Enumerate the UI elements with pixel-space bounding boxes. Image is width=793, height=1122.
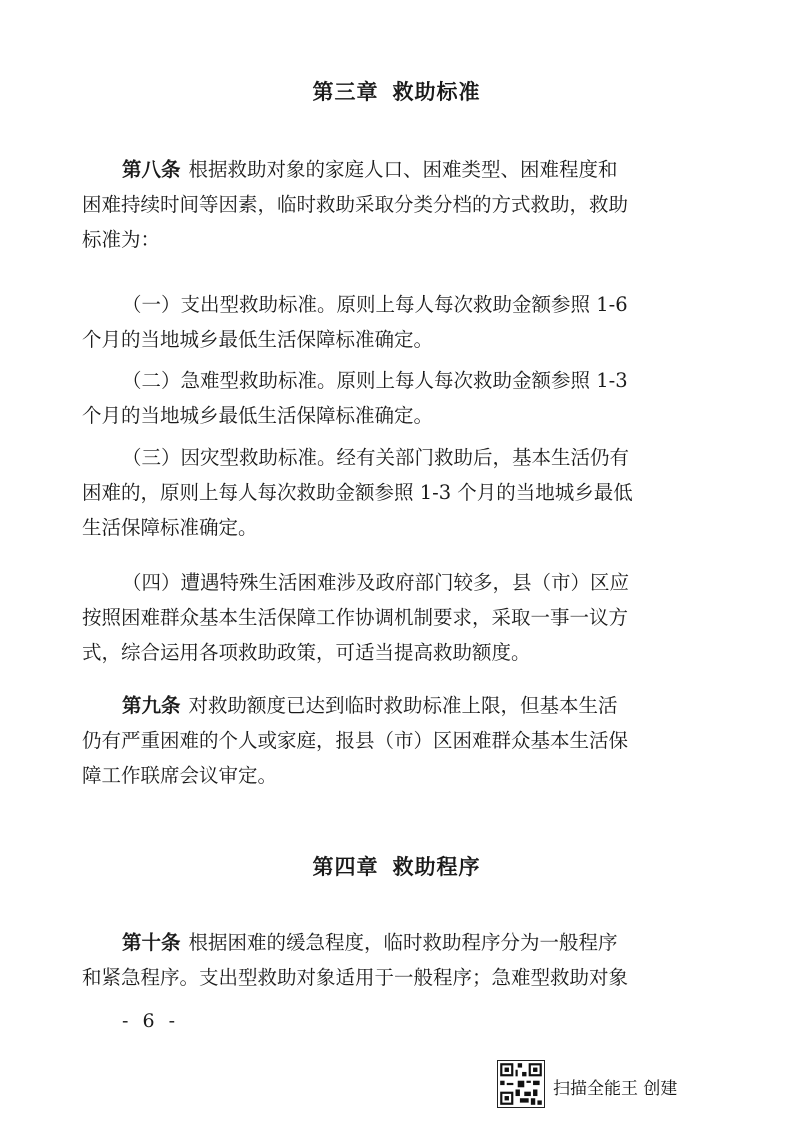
article-8-lead: 第八条 <box>122 158 181 181</box>
item-3-line-2: 困难的，原则上每人每次救助金额参照 1-3 个月的当地城乡最低 <box>82 481 633 504</box>
chapter-4-title: 救助程序 <box>392 855 481 879</box>
item-3-line-3: 生活保障标准确定。 <box>82 516 258 539</box>
item-4-line-3: 式，综合运用各项救助政策，可适当提高救助额度。 <box>82 641 531 664</box>
scanner-watermark <box>497 1060 717 1112</box>
qr-code-icon <box>497 1060 545 1108</box>
article-8-line-2: 困难持续时间等因素，临时救助采取分类分档的方式救助，救助 <box>82 193 629 216</box>
scanner-watermark-text: 扫描全能王 创建 <box>553 1079 678 1099</box>
chapter-3-title: 救助标准 <box>392 80 481 104</box>
article-10 <box>82 925 700 995</box>
article-10-line-2: 和紧急程序。支出型救助对象适用于一般程序；急难型救助对象 <box>82 966 629 989</box>
article-9-line-2: 仍有严重困难的个人或家庭，报县（市）区困难群众基本生活保 <box>82 729 629 752</box>
item-2-line-2: 个月的当地城乡最低生活保障标准确定。 <box>82 404 434 427</box>
article-9-lead: 第九条 <box>122 694 181 717</box>
item-4-line-2: 按照困难群众基本生活保障工作协调机制要求，采取一事一议方 <box>82 606 629 629</box>
item-3 <box>82 440 700 545</box>
item-4 <box>82 565 700 670</box>
chapter-3-label: 第三章 <box>312 80 379 104</box>
article-8-line-3: 标准为： <box>82 228 161 251</box>
item-1-line-2: 个月的当地城乡最低生活保障标准确定。 <box>82 328 434 351</box>
chapter-4-label: 第四章 <box>312 855 379 879</box>
item-2 <box>82 363 700 433</box>
article-9 <box>82 688 700 793</box>
item-1 <box>82 287 700 357</box>
article-10-line-1: 根据困难的缓急程度，临时救助程序分为一般程序 <box>188 931 618 954</box>
chapter-4-heading <box>0 851 793 881</box>
article-10-lead: 第十条 <box>122 931 181 954</box>
item-3-line-1: （三）因灾型救助标准。经有关部门救助后，基本生活仍有 <box>122 446 630 469</box>
article-8-line-1: 根据救助对象的家庭人口、困难类型、困难程度和 <box>188 158 618 181</box>
item-1-line-1: （一）支出型救助标准。原则上每人每次救助金额参照 1-6 <box>122 293 628 316</box>
article-9-line-1: 对救助额度已达到临时救助标准上限，但基本生活 <box>188 694 618 717</box>
chapter-3-heading <box>0 76 793 106</box>
item-2-line-1: （二）急难型救助标准。原则上每人每次救助金额参照 1-3 <box>122 369 628 392</box>
article-9-line-3: 障工作联席会议审定。 <box>82 764 278 787</box>
item-4-line-1: （四）遭遇特殊生活困难涉及政府部门较多，县（市）区应 <box>122 571 630 594</box>
page-number: - 6 - <box>122 1010 180 1032</box>
article-8 <box>82 152 700 257</box>
